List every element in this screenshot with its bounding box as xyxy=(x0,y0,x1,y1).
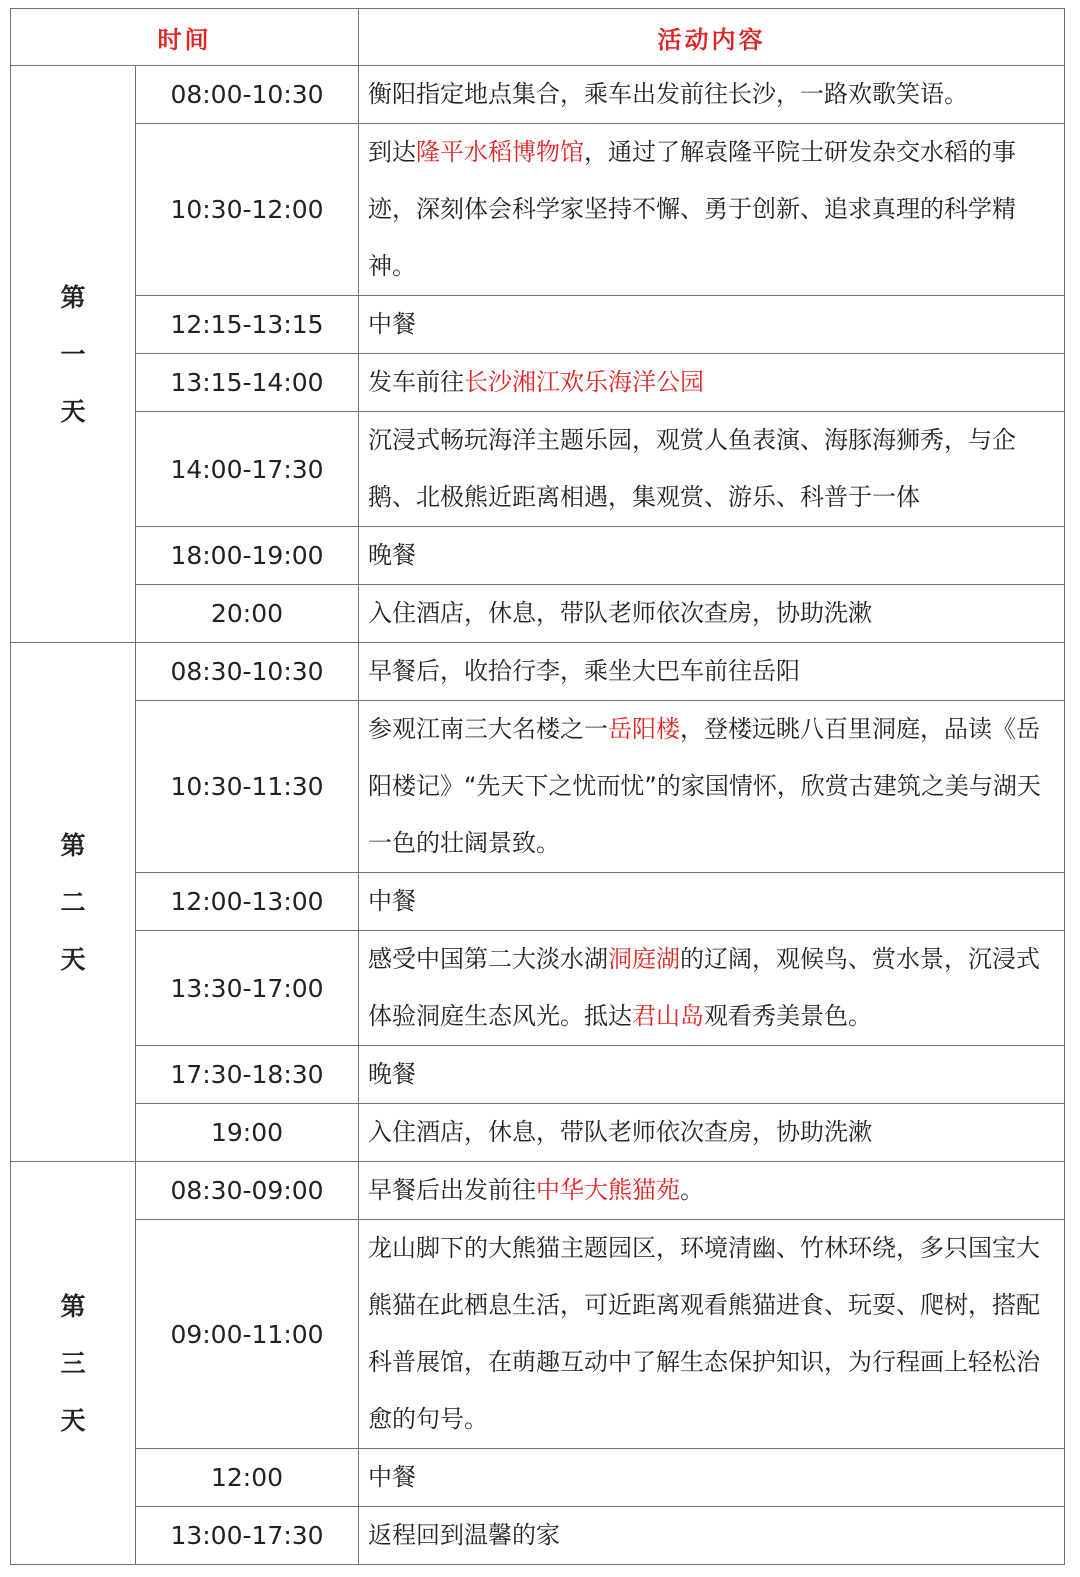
activity-cell xyxy=(359,296,1065,354)
schedule-row xyxy=(11,354,1065,412)
schedule-row xyxy=(11,66,1065,124)
activity-text: 晚餐 xyxy=(368,1060,416,1088)
activity-text: ，登楼远眺八百里洞庭，品读《岳阳楼记》“先天下之忧而忧”的家国情怀，欣赏古建筑之美与湖天一色的壮阔景致。 xyxy=(368,715,1041,857)
activity-cell xyxy=(359,354,1065,412)
activity-cell xyxy=(359,1507,1065,1565)
header-activity: 活动内容 xyxy=(359,9,1065,66)
time-cell: 12:00 xyxy=(136,1449,359,1507)
schedule-row xyxy=(11,873,1065,931)
activity-cell xyxy=(359,1104,1065,1162)
itinerary-table xyxy=(10,8,1065,1565)
day-label-char: 三 xyxy=(60,1348,86,1378)
schedule-row xyxy=(11,643,1065,701)
time-cell: 13:30-17:00 xyxy=(136,931,359,1046)
day-label-char: 二 xyxy=(60,887,86,917)
highlighted-place: 长沙湘江欢乐海洋公园 xyxy=(464,368,704,396)
activity-text: 的辽阔，观候鸟、赏水景，沉浸式体验洞庭生态风光。抵达 xyxy=(368,945,1040,1030)
activity-cell xyxy=(359,1449,1065,1507)
activity-cell xyxy=(359,931,1065,1046)
activity-text: 衡阳指定地点集合，乘车出发前往长沙，一路欢歌笑语。 xyxy=(368,80,968,108)
day-label xyxy=(11,66,136,643)
activity-cell xyxy=(359,1220,1065,1449)
time-cell: 18:00-19:00 xyxy=(136,527,359,585)
activity-cell xyxy=(359,701,1065,873)
schedule-row xyxy=(11,296,1065,354)
day-label-char: 第 xyxy=(60,282,86,312)
activity-text: 中餐 xyxy=(368,887,416,915)
activity-cell xyxy=(359,66,1065,124)
highlighted-place: 中华大熊猫苑 xyxy=(536,1176,680,1204)
time-cell: 13:00-17:30 xyxy=(136,1507,359,1565)
time-cell: 17:30-18:30 xyxy=(136,1046,359,1104)
schedule-row xyxy=(11,1162,1065,1220)
activity-cell xyxy=(359,873,1065,931)
schedule-row xyxy=(11,124,1065,296)
activity-cell xyxy=(359,643,1065,701)
schedule-row xyxy=(11,412,1065,527)
activity-text: 早餐后出发前往 xyxy=(368,1176,536,1204)
activity-cell xyxy=(359,124,1065,296)
activity-text: 晚餐 xyxy=(368,541,416,569)
time-cell: 14:00-17:30 xyxy=(136,412,359,527)
time-cell: 10:30-12:00 xyxy=(136,124,359,296)
activity-text: 。 xyxy=(680,1176,704,1204)
activity-text: 返程回到温馨的家 xyxy=(368,1521,560,1549)
day-label-char: 第 xyxy=(60,830,86,860)
time-cell: 08:30-09:00 xyxy=(136,1162,359,1220)
highlighted-place: 隆平水稻博物馆 xyxy=(416,138,584,166)
schedule-row xyxy=(11,527,1065,585)
highlighted-place: 岳阳楼 xyxy=(608,715,680,743)
activity-cell xyxy=(359,1046,1065,1104)
time-cell: 19:00 xyxy=(136,1104,359,1162)
activity-text: 龙山脚下的大熊猫主题园区，环境清幽、竹林环绕，多只国宝大熊猫在此栖息生活，可近距离观看熊猫进食、玩耍、爬树，搭配科普展馆，在萌趣互动中了解生态保护知识，为行程画上轻松治愈的句号。 xyxy=(368,1234,1040,1433)
activity-text: 到达 xyxy=(368,138,416,166)
schedule-row xyxy=(11,1449,1065,1507)
activity-cell xyxy=(359,1162,1065,1220)
activity-text: 入住酒店，休息，带队老师依次查房，协助洗漱 xyxy=(368,599,872,627)
activity-text: 沉浸式畅玩海洋主题乐园，观赏人鱼表演、海豚海狮秀，与企鹅、北极熊近距离相遇，集观赏、游乐、科普于一体 xyxy=(368,426,1016,511)
day-label-char: 天 xyxy=(60,1405,86,1435)
activity-cell xyxy=(359,585,1065,643)
day-label-char: 第 xyxy=(60,1291,86,1321)
activity-cell xyxy=(359,412,1065,527)
time-cell: 20:00 xyxy=(136,585,359,643)
header-time: 时间 xyxy=(11,9,359,66)
schedule-row xyxy=(11,701,1065,873)
schedule-row xyxy=(11,1104,1065,1162)
time-cell: 10:30-11:30 xyxy=(136,701,359,873)
activity-text: 感受中国第二大淡水湖 xyxy=(368,945,608,973)
activity-text: 观看秀美景色。 xyxy=(704,1002,872,1030)
time-cell: 08:00-10:30 xyxy=(136,66,359,124)
activity-text: ，通过了解袁隆平院士研发杂交水稻的事迹，深刻体会科学家坚持不懈、勇于创新、追求真理的科学精神。 xyxy=(368,138,1016,280)
activity-cell xyxy=(359,527,1065,585)
time-cell: 12:00-13:00 xyxy=(136,873,359,931)
highlighted-place: 君山岛 xyxy=(632,1002,704,1030)
schedule-row xyxy=(11,1046,1065,1104)
activity-text: 参观江南三大名楼之一 xyxy=(368,715,608,743)
day-label xyxy=(11,643,136,1162)
highlighted-place: 洞庭湖 xyxy=(608,945,680,973)
schedule-row xyxy=(11,931,1065,1046)
activity-text: 入住酒店，休息，带队老师依次查房，协助洗漱 xyxy=(368,1118,872,1146)
day-label-char: 一 xyxy=(60,339,86,369)
time-cell: 09:00-11:00 xyxy=(136,1220,359,1449)
day-label xyxy=(11,1162,136,1565)
schedule-row xyxy=(11,1220,1065,1449)
activity-text: 发车前往 xyxy=(368,368,464,396)
time-cell: 12:15-13:15 xyxy=(136,296,359,354)
activity-text: 中餐 xyxy=(368,1463,416,1491)
day-label-char: 天 xyxy=(60,944,86,974)
activity-text: 早餐后，收拾行李，乘坐大巴车前往岳阳 xyxy=(368,657,800,685)
day-label-char: 天 xyxy=(60,396,86,426)
schedule-row xyxy=(11,1507,1065,1565)
activity-text: 中餐 xyxy=(368,310,416,338)
schedule-row xyxy=(11,585,1065,643)
time-cell: 08:30-10:30 xyxy=(136,643,359,701)
time-cell: 13:15-14:00 xyxy=(136,354,359,412)
